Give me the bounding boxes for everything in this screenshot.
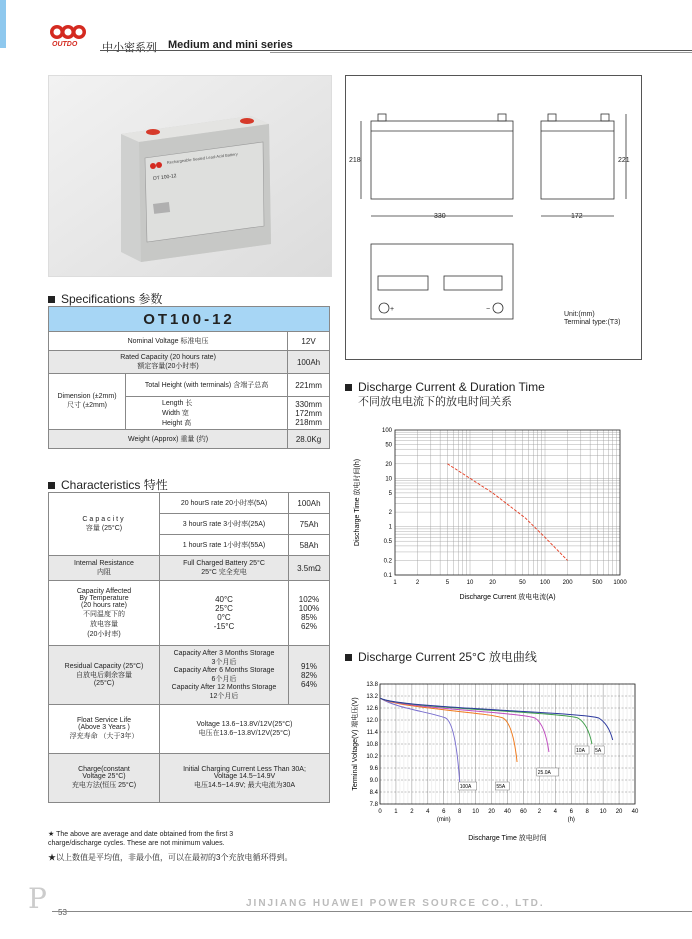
drawing-unit: Unit:(mm)	[564, 311, 595, 318]
x-axis-label: Discharge Time 放电时间	[468, 835, 547, 842]
x-tick-label: 8	[458, 809, 462, 815]
cap-value-2: 75Ah	[289, 514, 330, 535]
x-tick-label: 8	[585, 809, 589, 815]
curve-label: 25.0A	[537, 770, 551, 776]
y-tick-label: 8.4	[369, 790, 378, 796]
dimension-label: Dimension (±2mm) 尺寸 (±2mm)	[49, 374, 126, 430]
x-tick-label: 6	[442, 809, 446, 815]
x-tick-label: 50	[519, 580, 526, 586]
x-tick-label: 2	[410, 809, 414, 815]
dim-length: 330	[434, 213, 446, 220]
svg-text:+: +	[390, 306, 395, 313]
y-tick-label: 9.6	[369, 766, 378, 772]
x-tick-label: 20	[615, 809, 623, 815]
x-tick-label: 40	[631, 809, 639, 815]
plot-frame	[395, 430, 620, 575]
product-photo	[48, 75, 332, 277]
svg-text:OUTDO: OUTDO	[52, 41, 78, 48]
footnote-cn: ★以上数值是平均值，非最小值，可以在最初的3个充放电循环得到。	[48, 853, 293, 862]
x-tick-label: 20	[488, 809, 495, 815]
y-tick-label: 50	[385, 442, 392, 449]
temperature-values: 102% 100% 85% 62%	[289, 581, 330, 646]
x-tick-label: 5	[445, 580, 450, 586]
float-life-conds: Voltage 13.6~13.8V/12V(25°C) 电压在13.6~13.8V/12V(25°C)	[160, 705, 330, 754]
characteristics-title: Characteristics 特性	[48, 476, 168, 493]
y-axis-label: Discharge Time 放电时间(h)	[354, 458, 361, 547]
y-tick-label: 5	[388, 490, 392, 497]
curve-label: 55A	[496, 784, 506, 790]
total-height-value: 221mm	[288, 374, 330, 397]
discharge-duration-chart	[345, 410, 640, 625]
charge-method-conds: Initial Charging Current Less Than 30A; Voltage 14.5~14.9V 电压14.5~14.9V; 最大电流为30A	[160, 754, 330, 803]
rated-capacity-label: Rated Capacity (20 hours rate) 额定容量(20小时率)	[49, 351, 288, 374]
series-en: Medium and mini series	[168, 39, 293, 51]
nominal-voltage-label: Nominal Voltage 标准电压	[49, 332, 288, 351]
y-tick-label: 9.0	[369, 778, 378, 784]
y-tick-label: 12.0	[366, 718, 378, 724]
rated-capacity-value: 100Ah	[288, 351, 330, 374]
temperature-conds: 40°C 25°C 0°C -15°C	[160, 581, 289, 646]
y-tick-label: 100	[381, 428, 392, 434]
x-tick-label: 2	[415, 580, 420, 586]
curve-label: 5A	[595, 748, 602, 754]
x-axis-label: Discharge Current 放电电流(A)	[459, 594, 556, 601]
x-tick-label: 10	[599, 809, 607, 815]
x-tick-label: 1000	[613, 580, 627, 586]
y-tick-label: 20	[385, 461, 392, 468]
footer-rule	[52, 911, 692, 912]
chart1-title-cn: 不同放电电流下的放电时间关系	[358, 396, 512, 408]
photo-label-model: OT 100-12	[152, 173, 177, 182]
weight-value: 28.0Kg	[288, 430, 330, 449]
footer-company: JINJIANG HUAWEI POWER SOURCE CO., LTD.	[246, 898, 545, 909]
y-tick-label: 0.5	[383, 539, 392, 546]
x-tick-label: 10	[472, 809, 479, 815]
y-tick-label: 7.8	[369, 802, 378, 808]
dim-height: 218	[349, 157, 361, 164]
internal-resistance-label: Internal Resistance 内阻	[49, 556, 160, 581]
float-life-label: Float Service Life (Above 3 Years ) 浮充寿命 （大于3年）	[49, 705, 160, 754]
lwh-values: 330mm 172mm 218mm	[288, 397, 330, 430]
internal-resistance-cond: Full Charged Battery 25°C 25°C 完全充电	[160, 556, 289, 581]
x-tick-label: 6	[569, 809, 573, 815]
cap-cond-1: 20 hourS rate 20小时率(5A)	[160, 493, 289, 514]
y-tick-label: 0.2	[383, 558, 392, 565]
x-tick-label: 4	[553, 809, 557, 815]
specifications-title: Specifications 参数	[48, 290, 162, 307]
y-tick-label: 10.8	[366, 742, 378, 748]
x-tick-label: 40	[504, 809, 511, 815]
outdo-logo	[48, 22, 94, 48]
nominal-voltage-value: 12V	[288, 332, 330, 351]
charge-method-label: Charge(constant Voltage 25°C) 充电方法(恒压 25°C)	[49, 754, 160, 803]
model-name: OT100-12	[49, 307, 330, 332]
page-edge-strip	[0, 0, 6, 48]
x-unit-min: (min)	[436, 817, 451, 823]
dim-total-height: 221	[618, 157, 630, 164]
specifications-table	[48, 306, 330, 449]
photo-label-text: Rechargeable Sealed Lead-Acid Battery	[166, 151, 238, 165]
dimension-drawing	[345, 75, 642, 360]
x-tick-label: 1	[394, 809, 398, 815]
page-number: 53	[58, 908, 67, 917]
y-tick-label: 2	[388, 510, 392, 517]
x-tick-label: 0	[378, 809, 382, 815]
series-cn: 中小密系列	[102, 42, 157, 54]
x-tick-label: 200	[562, 580, 573, 586]
y-axis-label: Terminal Voltage(V) 端电压(V)	[352, 697, 359, 791]
footnote-en: ★ The above are average and date obtained from the first 3 charge/discharge cycles. These are not minimum values.	[48, 831, 234, 847]
chart1-title: Discharge Current & Duration Time	[345, 380, 545, 394]
cap-cond-3: 1 hourS rate 1小时率(55A)	[160, 535, 289, 556]
lwh-labels: Length 长 Width 宽 Height 高	[126, 397, 288, 430]
y-tick-label: 13.8	[366, 682, 378, 688]
characteristics-table	[48, 492, 330, 803]
x-tick-label: 10	[466, 580, 474, 586]
x-tick-label: 4	[426, 809, 430, 815]
y-tick-label: 10.2	[366, 754, 378, 760]
x-tick-label: 500	[592, 580, 603, 586]
residual-capacity-label: Residual Capacity (25°C) 自放电后剩余容量 (25°C)	[49, 646, 160, 705]
cap-value-1: 100Ah	[289, 493, 330, 514]
temperature-label: Capacity Affected By Temperature (20 hours rate) 不同温度下的 放电容量 (20小时率)	[49, 581, 160, 646]
x-tick-label: 1	[393, 580, 397, 586]
cap-value-3: 58Ah	[289, 535, 330, 556]
discharge-curve-chart	[345, 664, 640, 864]
curve-label: 10A	[576, 748, 585, 754]
total-height-label: Total Height (with terminals) 含端子总高	[126, 374, 288, 397]
y-tick-label: 13.2	[366, 694, 378, 700]
x-tick-label: 20	[489, 580, 496, 586]
residual-capacity-values: 91% 82% 64%	[289, 646, 330, 705]
x-tick-label: 100	[539, 580, 551, 586]
page-letter-mark: P	[28, 882, 47, 915]
y-tick-label: 10	[385, 476, 392, 483]
x-unit-h: (h)	[567, 817, 575, 823]
y-tick-label: 1	[388, 524, 392, 531]
residual-capacity-conds: Capacity After 3 Months Storage 3个月后 Capacity After 6 Months Storage 6个月后 Capacity After 12 Months Storage 12个月后	[160, 646, 289, 705]
internal-resistance-value: 3.5mΩ	[289, 556, 330, 581]
curve-label: 100A	[459, 784, 472, 790]
dim-width: 172	[571, 213, 583, 220]
x-tick-label: 2	[537, 809, 542, 815]
cap-cond-2: 3 hourS rate 3小时率(25A)	[160, 514, 289, 535]
weight-label: Weight (Approx) 重量 (约)	[49, 430, 288, 449]
capacity-label: Capacity 容量 (25°C)	[49, 493, 160, 556]
header-rule	[100, 50, 692, 51]
series-line	[380, 698, 613, 740]
y-tick-label: 0.1	[383, 573, 392, 579]
y-tick-label: 12.6	[366, 706, 378, 712]
svg-text:−: −	[486, 306, 491, 313]
header-rule-secondary	[270, 52, 692, 53]
y-tick-label: 11.4	[366, 730, 378, 736]
x-tick-label: 60	[520, 809, 527, 815]
chart2-title: Discharge Current 25°C 放电曲线	[345, 648, 537, 665]
drawing-terminal: Terminal type:(T3)	[564, 319, 621, 326]
